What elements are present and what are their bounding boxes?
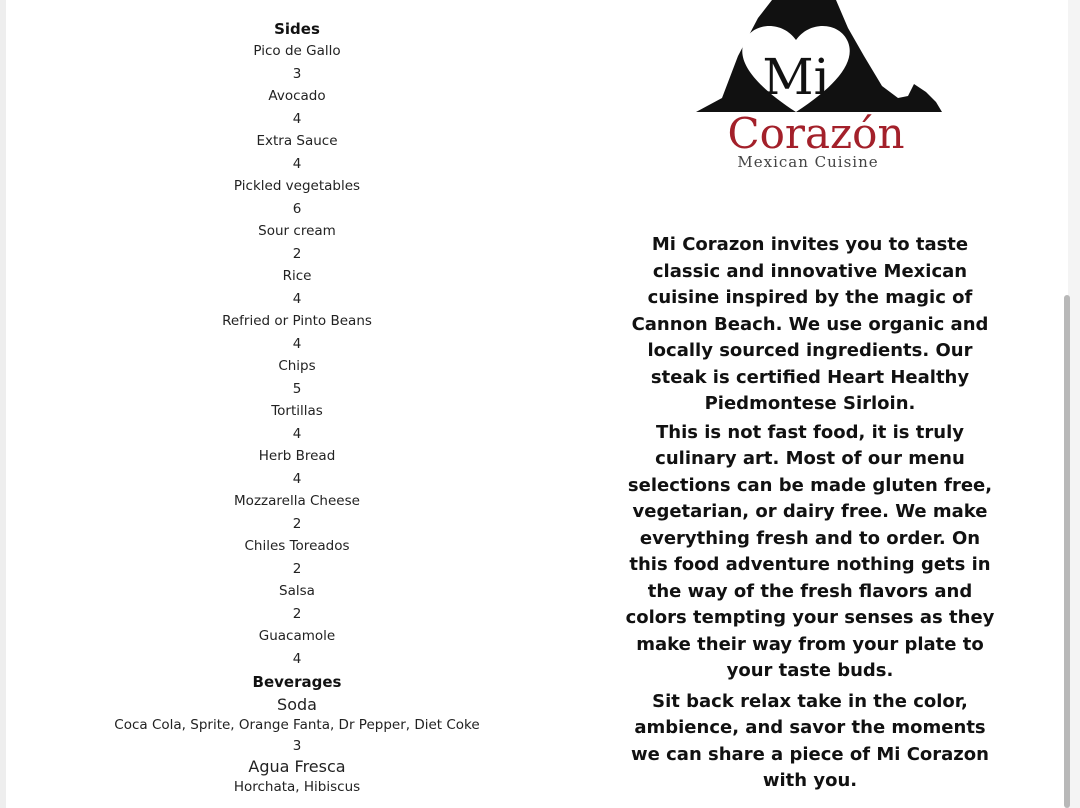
- beverage-name: Soda: [277, 695, 317, 714]
- side-item-name: Pickled vegetables: [233, 178, 361, 194]
- side-item-price: 4: [292, 425, 302, 442]
- side-item-name: Rice: [282, 268, 312, 284]
- logo-heart-text: Mi: [762, 48, 830, 106]
- logo-graphic: [686, 0, 956, 175]
- side-item-price: 4: [292, 470, 302, 487]
- side-item-price: 2: [292, 605, 302, 622]
- logo-tagline: Mexican Cuisine: [737, 153, 879, 171]
- side-item-name: Extra Sauce: [256, 133, 338, 149]
- menu-column: [6, 18, 588, 798]
- side-item-price: 6: [292, 200, 302, 217]
- beverages-title: Beverages: [252, 673, 342, 691]
- side-item-name: Refried or Pinto Beans: [222, 313, 372, 329]
- side-item-name: Sour cream: [258, 223, 336, 239]
- side-item-price: 4: [292, 650, 302, 667]
- sides-title: Sides: [274, 20, 320, 38]
- beverage-description: Coca Cola, Sprite, Orange Fanta, Dr Pepper, Diet Coke: [114, 717, 480, 733]
- side-item-name: Avocado: [268, 88, 326, 104]
- restaurant-logo: [686, 0, 956, 175]
- side-item-price: 5: [292, 380, 302, 397]
- beverage-price: 3: [292, 738, 302, 754]
- intro-text: [620, 232, 1000, 795]
- scrollbar-thumb[interactable]: [1064, 295, 1070, 808]
- side-item-price: 3: [292, 65, 302, 82]
- intro-paragraph-1: Mi Corazon invites you to taste classic and innovative Mexican cuisine inspired by the magic of Cannon Beach. We use organic and locally sourced ingredients. Our steak is certified Heart Healthy Piedmontese Sirloin.: [631, 234, 989, 414]
- side-item-name: Pico de Gallo: [253, 43, 341, 59]
- side-item-name: Mozzarella Cheese: [234, 493, 360, 509]
- intro-paragraph-3: Sit back relax take in the color, ambience, and savor the moments we can share a piece of Mi Corazon with you.: [631, 690, 989, 791]
- side-item-price: 4: [292, 335, 302, 352]
- beverages-list: [6, 694, 588, 798]
- side-item-price: 2: [292, 515, 302, 532]
- side-item-price: 2: [292, 560, 302, 577]
- beverage-name: Agua Fresca: [248, 757, 346, 776]
- side-item-price: 4: [292, 155, 302, 172]
- sides-list: [6, 40, 588, 670]
- logo-name: Corazón: [727, 109, 905, 158]
- side-item-name: Salsa: [279, 583, 315, 599]
- side-item-price: 4: [292, 110, 302, 127]
- side-item-name: Guacamole: [258, 628, 336, 644]
- side-item-name: Chiles Toreados: [244, 538, 350, 554]
- intro-paragraph-2: This is not fast food, it is truly culinary art. Most of our menu selections can be made gluten free, vegetarian, or dairy free. We make everything fresh and to order. On this food adventure nothing gets in the way of the fresh flavors and colors tempting your senses as they make their way from your plate to your taste buds.: [625, 421, 995, 681]
- side-item-price: 4: [292, 290, 302, 307]
- side-item-name: Herb Bread: [258, 448, 336, 464]
- side-item-name: Tortillas: [271, 403, 323, 419]
- beverage-description: Horchata, Hibiscus: [233, 779, 361, 795]
- side-item-price: 2: [292, 245, 302, 262]
- side-item-name: Chips: [278, 358, 316, 374]
